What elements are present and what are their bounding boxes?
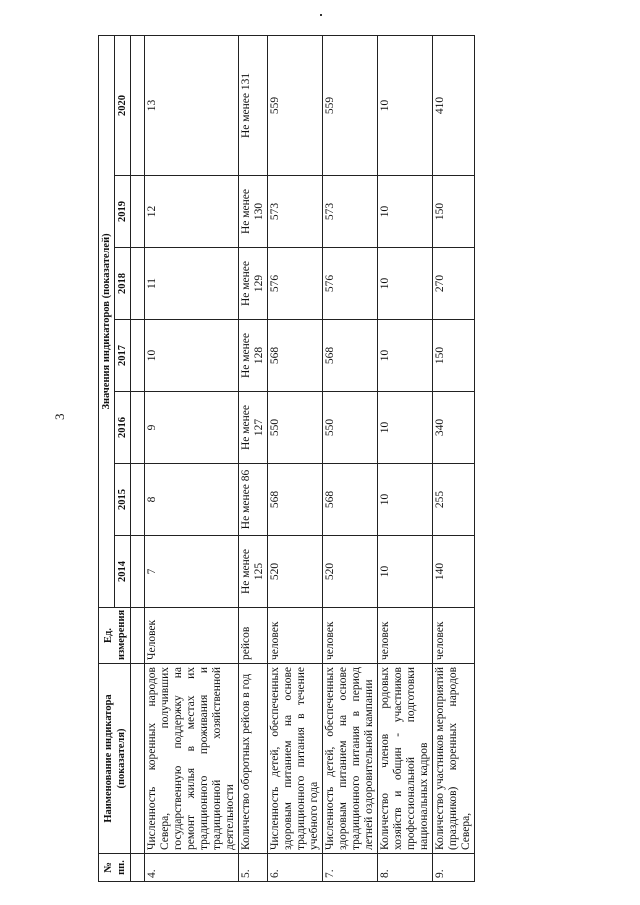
- indicator-name: Количество участников мероприятий (праздников) коренных народов Севера,: [433, 664, 475, 854]
- header-unit: Ед. измерения: [99, 608, 131, 664]
- header-name: Наименование индикатора (показателя): [99, 664, 131, 854]
- unit-cell: человек: [268, 608, 323, 664]
- value-cell: Не менее 130: [239, 176, 268, 248]
- value-cell: 340: [433, 392, 475, 464]
- table-row: [433, 35, 475, 881]
- table-header: [99, 35, 131, 881]
- table-row: [239, 35, 268, 881]
- value-cell: 568: [323, 320, 378, 392]
- row-number: 7.: [323, 854, 378, 882]
- value-cell: 10: [145, 320, 239, 392]
- value-cell: 150: [433, 176, 475, 248]
- table-row: [323, 35, 378, 881]
- indicator-table-wrapper: [98, 36, 475, 882]
- value-cell: 568: [268, 320, 323, 392]
- value-cell: Не менее 131: [239, 35, 268, 175]
- value-cell: 550: [268, 392, 323, 464]
- header-values: Значения индикаторов (показателей): [99, 35, 115, 607]
- indicator-name: Численность детей, обеспеченных здоровым питанием на основе традиционного питания в период летней оздоровительной кампании: [323, 664, 378, 854]
- indicator-name: Количество членов родовых хозяйств и общин - участников профессиональной подготовки национальных кадров: [378, 664, 433, 854]
- header-year: 2016: [115, 392, 131, 464]
- value-cell: Не менее 125: [239, 536, 268, 608]
- scan-speck: [320, 14, 322, 16]
- value-cell: 13: [145, 35, 239, 175]
- row-number: 6.: [268, 854, 323, 882]
- value-cell: 150: [433, 320, 475, 392]
- value-cell: 140: [433, 536, 475, 608]
- unit-cell: человек: [323, 608, 378, 664]
- value-cell: 520: [323, 536, 378, 608]
- value-cell: 568: [323, 464, 378, 536]
- header-year: 2020: [115, 35, 131, 175]
- page-number: 3: [52, 413, 67, 420]
- header-year: 2015: [115, 464, 131, 536]
- value-cell: 576: [268, 248, 323, 320]
- value-cell: Не менее 129: [239, 248, 268, 320]
- row-number: 9.: [433, 854, 475, 882]
- header-year: 2017: [115, 320, 131, 392]
- header-year: 2014: [115, 536, 131, 608]
- unit-cell: Человек: [145, 608, 239, 664]
- unit-cell: человек: [433, 608, 475, 664]
- value-cell: 255: [433, 464, 475, 536]
- value-cell: Не менее 127: [239, 392, 268, 464]
- header-no: № пп.: [99, 854, 131, 882]
- value-cell: 270: [433, 248, 475, 320]
- value-cell: 10: [378, 35, 433, 175]
- indicator-name: Численность детей, обеспеченных здоровым питанием на основе традиционного питания в течение учебного года: [268, 664, 323, 854]
- value-cell: 10: [378, 536, 433, 608]
- unit-cell: человек: [378, 608, 433, 664]
- value-cell: 410: [433, 35, 475, 175]
- value-cell: 559: [323, 35, 378, 175]
- table-row: [378, 35, 433, 881]
- value-cell: 10: [378, 464, 433, 536]
- row-number: 5.: [239, 854, 268, 882]
- row-number: 4.: [145, 854, 239, 882]
- value-cell: 576: [323, 248, 378, 320]
- value-cell: 9: [145, 392, 239, 464]
- value-cell: 573: [323, 176, 378, 248]
- value-cell: 11: [145, 248, 239, 320]
- value-cell: 10: [378, 320, 433, 392]
- value-cell: 10: [378, 248, 433, 320]
- table-row: [268, 35, 323, 881]
- value-cell: 12: [145, 176, 239, 248]
- indicator-name: Количество оборотных рейсов в год: [239, 664, 268, 854]
- value-cell: 7: [145, 536, 239, 608]
- value-cell: 520: [268, 536, 323, 608]
- value-cell: 10: [378, 392, 433, 464]
- row-number: 8.: [378, 854, 433, 882]
- value-cell: 8: [145, 464, 239, 536]
- header-year: 2019: [115, 176, 131, 248]
- value-cell: 10: [378, 176, 433, 248]
- header-year: 2018: [115, 248, 131, 320]
- value-cell: Не менее 128: [239, 320, 268, 392]
- indicator-table: [98, 35, 475, 882]
- spacer-row: [131, 35, 145, 881]
- indicator-name: Численность коренных народов Севера, получивших государственную поддержку на ремонт жилья в местах их традиционного проживания и традиционной хозяйственной деятельности: [145, 664, 239, 854]
- value-cell: 550: [323, 392, 378, 464]
- value-cell: 559: [268, 35, 323, 175]
- table-row: [145, 35, 239, 881]
- value-cell: 568: [268, 464, 323, 536]
- value-cell: Не менее 86: [239, 464, 268, 536]
- unit-cell: рейсов: [239, 608, 268, 664]
- value-cell: 573: [268, 176, 323, 248]
